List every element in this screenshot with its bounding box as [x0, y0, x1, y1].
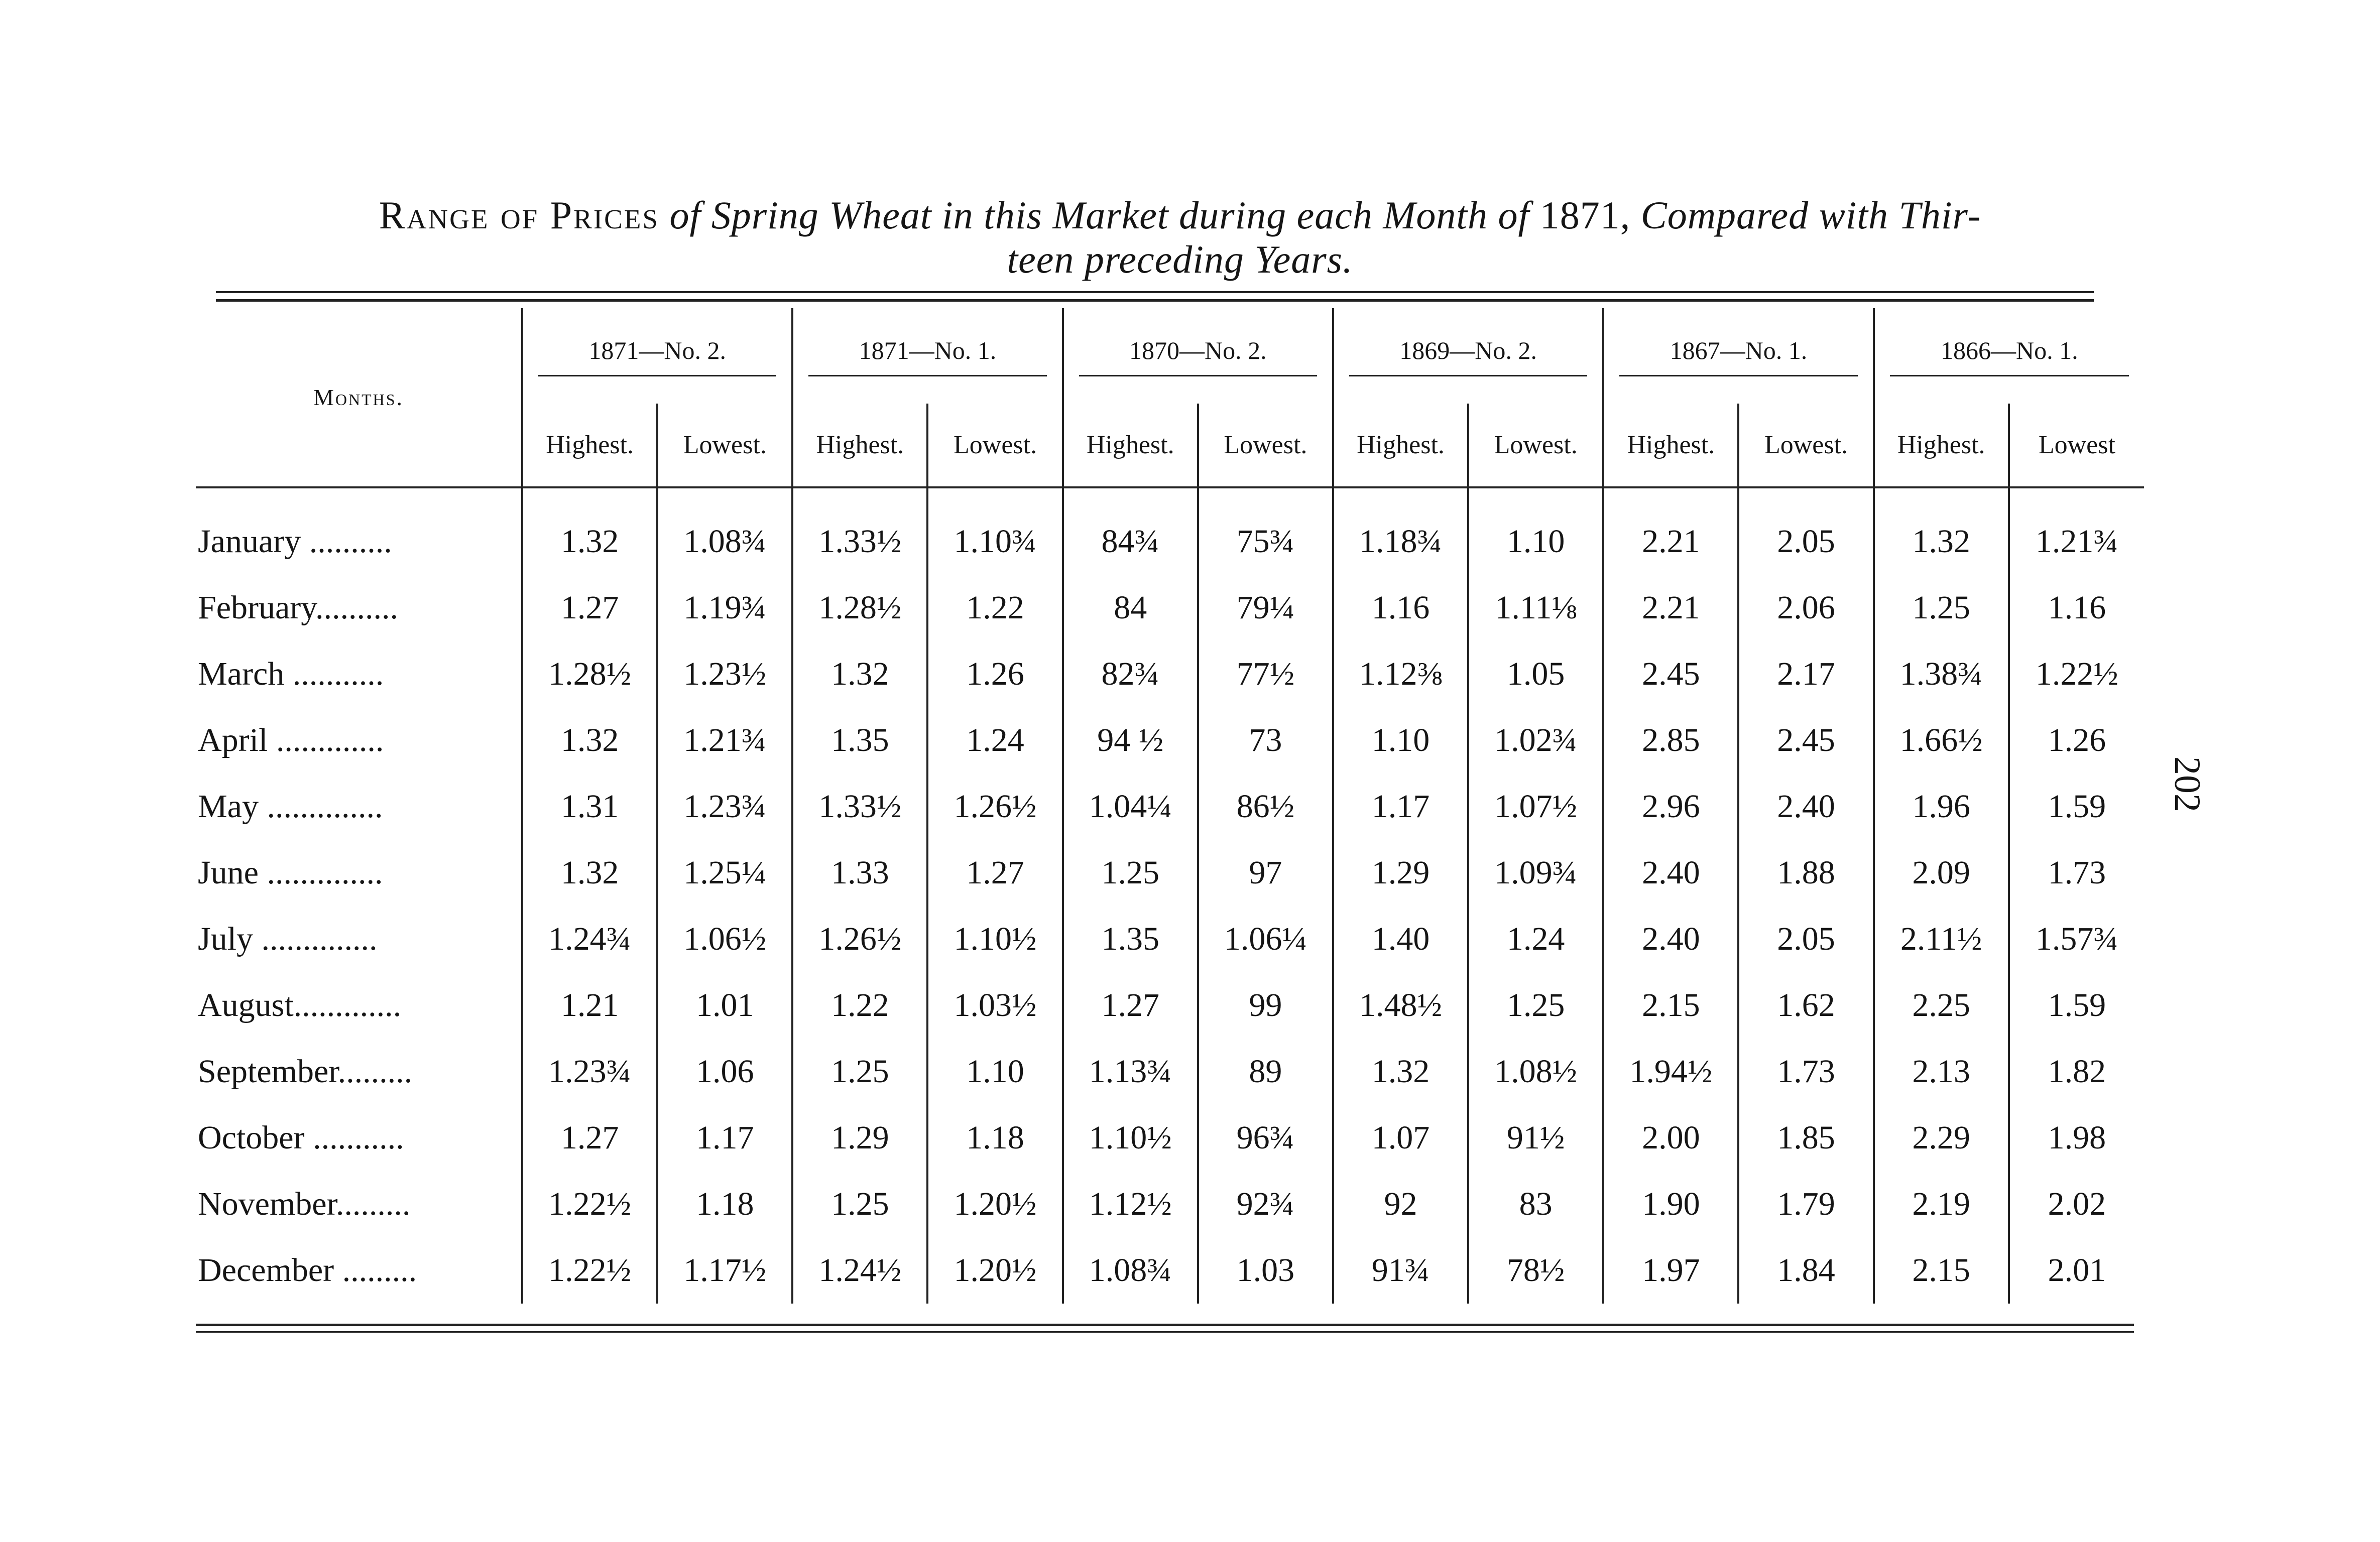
price-cell: 92: [1333, 1171, 1468, 1237]
price-cell: 1.20½: [927, 1237, 1062, 1304]
top-rule-2: [216, 299, 2094, 302]
sub-header: Lowest.: [1738, 404, 1873, 487]
price-cell: 77½: [1198, 641, 1333, 707]
price-cell: 84: [1063, 575, 1198, 641]
price-cell: 1.21¾: [657, 707, 792, 774]
price-cell: 1.24½: [792, 1237, 927, 1304]
price-cell: 1.25¼: [657, 840, 792, 906]
price-cell: 2.13: [1874, 1039, 2009, 1105]
price-cell: 1.66½: [1874, 707, 2009, 774]
month-cell: August.............: [198, 987, 402, 1023]
month-cell: June ..............: [198, 854, 383, 891]
bottom-rule-2: [196, 1331, 2134, 1333]
table-row: [196, 707, 2144, 774]
price-cell: 1.22: [927, 575, 1062, 641]
price-cell: 94 ½: [1063, 707, 1198, 774]
price-cell: 1.28½: [522, 641, 657, 707]
price-cell: 2.05: [1738, 487, 1873, 575]
title-of: of: [1498, 193, 1530, 237]
price-cell: 1.32: [522, 840, 657, 906]
price-cell: 1.12⅜: [1333, 641, 1468, 707]
price-cell: 1.10: [1468, 487, 1603, 575]
price-cell: 75¾: [1198, 487, 1333, 575]
sub-header: Highest.: [1063, 404, 1198, 487]
price-cell: 91½: [1468, 1105, 1603, 1171]
price-cell: 1.17: [1333, 774, 1468, 840]
price-cell: 1.85: [1738, 1105, 1873, 1171]
price-cell: 84¾: [1063, 487, 1198, 575]
price-cell: 2.40: [1738, 774, 1873, 840]
price-cell: 1.82: [2009, 1039, 2144, 1105]
title-range-of-prices: Range of Prices: [379, 193, 660, 237]
sub-header: Lowest.: [927, 404, 1062, 487]
price-cell: 1.17½: [657, 1237, 792, 1304]
price-cell: 1.12½: [1063, 1171, 1198, 1237]
group-header: 1871—No. 1.: [792, 308, 1062, 404]
price-cell: 1.96: [1874, 774, 2009, 840]
price-cell: 1.98: [2009, 1105, 2144, 1171]
price-cell: 1.21: [522, 972, 657, 1039]
price-cell: 1.06: [657, 1039, 792, 1105]
price-cell: 1.59: [2009, 972, 2144, 1039]
price-cell: 1.19¾: [657, 575, 792, 641]
month-cell: May ..............: [198, 788, 383, 825]
price-cell: 1.21¾: [2009, 487, 2144, 575]
sub-header: Highest.: [1333, 404, 1468, 487]
sub-header: Lowest: [2009, 404, 2144, 487]
table-row: [196, 1039, 2144, 1105]
price-cell: 1.32: [1874, 487, 2009, 575]
price-cell: 1.26: [927, 641, 1062, 707]
price-cell: 1.03½: [927, 972, 1062, 1039]
price-cell: 78½: [1468, 1237, 1603, 1304]
price-cell: 1.10¾: [927, 487, 1062, 575]
page-number: 202: [2167, 756, 2208, 812]
price-cell: 2.21: [1603, 487, 1738, 575]
price-cell: 2.01: [2009, 1237, 2144, 1304]
price-cell: 1.90: [1603, 1171, 1738, 1237]
table-row: [196, 641, 2144, 707]
price-cell: 1.26½: [927, 774, 1062, 840]
price-cell: 1.24¾: [522, 906, 657, 972]
price-cell: 91¾: [1333, 1237, 1468, 1304]
price-cell: 1.29: [792, 1105, 927, 1171]
price-cell: 1.04¼: [1063, 774, 1198, 840]
price-cell: 1.48½: [1333, 972, 1468, 1039]
sub-header: Lowest.: [1198, 404, 1333, 487]
price-cell: 1.59: [2009, 774, 2144, 840]
price-cell: 1.24: [927, 707, 1062, 774]
price-cell: 1.23½: [657, 641, 792, 707]
price-cell: 2.05: [1738, 906, 1873, 972]
price-cell: 1.23¾: [657, 774, 792, 840]
price-cell: 92¾: [1198, 1171, 1333, 1237]
price-cell: 1.10½: [927, 906, 1062, 972]
price-cell: 1.09¾: [1468, 840, 1603, 906]
group-header: 1870—No. 2.: [1063, 308, 1333, 404]
price-cell: 1.08¾: [1063, 1237, 1198, 1304]
table-row: [196, 1237, 2144, 1304]
price-cell: 1.17: [657, 1105, 792, 1171]
price-cell: 1.13¾: [1063, 1039, 1198, 1105]
price-cell: 1.73: [1738, 1039, 1873, 1105]
price-cell: 2.11½: [1874, 906, 2009, 972]
price-cell: 86½: [1198, 774, 1333, 840]
price-cell: 1.22½: [522, 1237, 657, 1304]
price-cell: 1.08¾: [657, 487, 792, 575]
price-cell: 1.32: [522, 707, 657, 774]
price-cell: 1.16: [2009, 575, 2144, 641]
price-cell: 1.27: [927, 840, 1062, 906]
month-cell: December .........: [198, 1252, 417, 1289]
price-cell: 1.88: [1738, 840, 1873, 906]
sub-header: Lowest.: [1468, 404, 1603, 487]
price-cell: 1.10: [927, 1039, 1062, 1105]
table-row: [196, 972, 2144, 1039]
price-cell: 1.38¾: [1874, 641, 2009, 707]
price-cell: 2.40: [1603, 906, 1738, 972]
group-header: 1867—No. 1.: [1603, 308, 1873, 404]
month-cell: July ..............: [198, 921, 378, 957]
price-cell: 1.32: [792, 641, 927, 707]
price-cell: 99: [1198, 972, 1333, 1039]
price-cell: 2.17: [1738, 641, 1873, 707]
title-line-1: [201, 193, 2159, 237]
price-cell: 1.32: [522, 487, 657, 575]
price-cell: 1.25: [792, 1171, 927, 1237]
title-line-2: teen preceding Years.: [1007, 237, 1353, 281]
price-cell: 2.06: [1738, 575, 1873, 641]
price-cell: 1.25: [1063, 840, 1198, 906]
price-cell: 1.33: [792, 840, 927, 906]
price-cell: 1.40: [1333, 906, 1468, 972]
price-cell: 2.15: [1874, 1237, 2009, 1304]
price-cell: 1.18: [657, 1171, 792, 1237]
price-cell: 82¾: [1063, 641, 1198, 707]
price-cell: 1.28½: [792, 575, 927, 641]
price-cell: 1.06½: [657, 906, 792, 972]
price-table-wrapper: [196, 308, 2144, 1333]
price-cell: 1.10½: [1063, 1105, 1198, 1171]
price-cell: 1.25: [1468, 972, 1603, 1039]
price-cell: 1.97: [1603, 1237, 1738, 1304]
price-cell: 1.33½: [792, 487, 927, 575]
price-cell: 2.40: [1603, 840, 1738, 906]
group-header: 1871—No. 2.: [522, 308, 792, 404]
price-cell: 97: [1198, 840, 1333, 906]
price-cell: 1.62: [1738, 972, 1873, 1039]
table-row: [196, 575, 2144, 641]
month-cell: February..........: [198, 589, 398, 626]
price-cell: 1.11⅛: [1468, 575, 1603, 641]
month-cell: March ...........: [198, 656, 384, 692]
price-cell: 2.25: [1874, 972, 2009, 1039]
table-body: [196, 487, 2144, 1304]
price-cell: 1.06¼: [1198, 906, 1333, 972]
bottom-rule-1: [196, 1324, 2134, 1326]
price-cell: 2.85: [1603, 707, 1738, 774]
price-cell: 73: [1198, 707, 1333, 774]
price-cell: 1.25: [1874, 575, 2009, 641]
price-cell: 1.05: [1468, 641, 1603, 707]
price-cell: 1.18¾: [1333, 487, 1468, 575]
price-cell: 1.07½: [1468, 774, 1603, 840]
price-cell: 2.45: [1603, 641, 1738, 707]
price-cell: 1.27: [522, 1105, 657, 1171]
price-cell: 1.84: [1738, 1237, 1873, 1304]
price-cell: 1.27: [522, 575, 657, 641]
price-cell: 1.57¾: [2009, 906, 2144, 972]
price-cell: 1.25: [792, 1039, 927, 1105]
price-cell: 2.29: [1874, 1105, 2009, 1171]
group-header: 1866—No. 1.: [1874, 308, 2144, 404]
sub-header: Highest.: [792, 404, 927, 487]
price-cell: 2.15: [1603, 972, 1738, 1039]
price-cell: 1.01: [657, 972, 792, 1039]
price-cell: 2.00: [1603, 1105, 1738, 1171]
price-cell: 1.18: [927, 1105, 1062, 1171]
price-cell: 1.16: [1333, 575, 1468, 641]
price-cell: 83: [1468, 1171, 1603, 1237]
sub-header: Lowest.: [657, 404, 792, 487]
price-cell: 2.02: [2009, 1171, 2144, 1237]
table-row: [196, 487, 2144, 575]
price-cell: 2.09: [1874, 840, 2009, 906]
table-row: [196, 1171, 2144, 1237]
table-title: [201, 193, 2159, 282]
price-cell: 1.02¾: [1468, 707, 1603, 774]
price-cell: 79¼: [1198, 575, 1333, 641]
month-cell: November.........: [198, 1186, 411, 1222]
month-cell: January ..........: [198, 523, 392, 560]
price-cell: 1.20½: [927, 1171, 1062, 1237]
title-year: 1871,: [1539, 193, 1631, 237]
price-cell: 1.22½: [522, 1171, 657, 1237]
price-cell: 1.07: [1333, 1105, 1468, 1171]
group-header: 1869—No. 2.: [1333, 308, 1603, 404]
table-row: [196, 906, 2144, 972]
price-cell: 1.29: [1333, 840, 1468, 906]
price-cell: 1.35: [1063, 906, 1198, 972]
table-row: [196, 774, 2144, 840]
price-cell: 1.33½: [792, 774, 927, 840]
price-cell: 89: [1198, 1039, 1333, 1105]
price-cell: 1.94½: [1603, 1039, 1738, 1105]
title-spring-wheat: of Spring Wheat in this Market during each Month: [669, 193, 1488, 237]
table-row: [196, 1105, 2144, 1171]
month-cell: April .............: [198, 722, 384, 758]
price-cell: 1.31: [522, 774, 657, 840]
price-cell: 1.24: [1468, 906, 1603, 972]
price-cell: 2.21: [1603, 575, 1738, 641]
price-cell: 1.10: [1333, 707, 1468, 774]
month-cell: September.........: [198, 1053, 413, 1090]
price-cell: 1.08½: [1468, 1039, 1603, 1105]
price-cell: 1.35: [792, 707, 927, 774]
table-row: [196, 840, 2144, 906]
price-cell: 1.22: [792, 972, 927, 1039]
title-compared: Compared with Thir-: [1640, 193, 1981, 237]
price-cell: 2.96: [1603, 774, 1738, 840]
top-rule-1: [216, 291, 2094, 293]
price-cell: 1.73: [2009, 840, 2144, 906]
months-header: Months.: [196, 308, 522, 487]
price-cell: 1.32: [1333, 1039, 1468, 1105]
price-cell: 1.27: [1063, 972, 1198, 1039]
price-cell: 1.26: [2009, 707, 2144, 774]
month-cell: October ...........: [198, 1119, 404, 1156]
sub-header: Highest.: [1603, 404, 1738, 487]
price-cell: 1.23¾: [522, 1039, 657, 1105]
price-cell: 1.26½: [792, 906, 927, 972]
price-table: [196, 308, 2144, 1304]
sub-header: Highest.: [522, 404, 657, 487]
price-cell: 96¾: [1198, 1105, 1333, 1171]
price-cell: 2.45: [1738, 707, 1873, 774]
price-cell: 1.03: [1198, 1237, 1333, 1304]
price-cell: 1.22½: [2009, 641, 2144, 707]
group-header-row: [196, 308, 2144, 404]
sub-header: Highest.: [1874, 404, 2009, 487]
price-cell: 2.19: [1874, 1171, 2009, 1237]
price-cell: 1.79: [1738, 1171, 1873, 1237]
